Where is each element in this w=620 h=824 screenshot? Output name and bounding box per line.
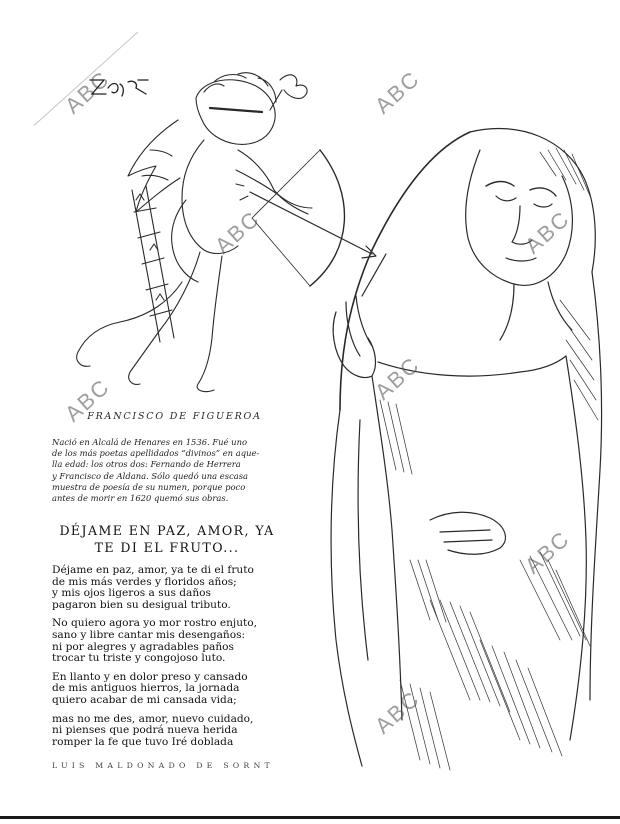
poem-line: sano y libre cantar mis desengaños: <box>52 628 246 641</box>
poem-stanza <box>52 672 282 707</box>
poem-title: DÉJAME EN PAZ, AMOR, YA TE DI EL FRUTO... <box>59 523 275 555</box>
poem-line: ni pienses que podrá nueva herida <box>52 724 238 737</box>
poem-line: romper la fe que tuvo Iré doblada <box>52 735 234 748</box>
poem-line: En llanto y en dolor preso y cansado <box>52 670 248 683</box>
poem-line: ni por alegres y agradables paños <box>52 640 234 653</box>
bio-line: Nació en Alcalá de Henares en 1536. Fué uno <box>52 437 248 447</box>
bottom-rule <box>0 816 620 819</box>
watermark-abc: ABC <box>60 373 115 427</box>
watermark-abc: ABC <box>370 351 425 405</box>
watermark-abc: ABC <box>370 685 425 739</box>
watermark-abc: ABC <box>370 65 425 119</box>
poem-line: y mis ojos ligeros a sus daños <box>52 587 211 600</box>
bio-line: y Francisco de Aldana. Sólo quedó una escasa <box>52 470 249 481</box>
poem-author: LUIS MALDONADO DE SORNT <box>52 761 274 770</box>
poem-stanza <box>52 618 282 664</box>
poem-line: pagaron bien su desigual tributo. <box>52 598 231 611</box>
veil-shading <box>380 148 598 770</box>
poem-line: No quiero agora yo mor rostro enjuto, <box>52 617 258 630</box>
poem-line: Déjame en paz, amor, ya te di el fruto <box>52 564 254 576</box>
watermark-abc: ABC <box>60 65 115 119</box>
bio-line: de los más poetas apellidados “divinos” en aque- <box>52 448 260 459</box>
poem-body <box>52 565 282 755</box>
poem-stanza <box>52 565 282 611</box>
poem-stanza <box>52 714 282 749</box>
caption-bio <box>52 437 267 504</box>
poem-line: de mis antiguos hierros, la jornada <box>52 682 240 695</box>
poem-line: de mis más verdes y floridos años; <box>52 575 237 588</box>
watermark-abc: ABC <box>520 525 575 579</box>
poem-line: trocar tu triste y congojoso luto. <box>52 652 226 665</box>
artist-signature <box>88 74 152 100</box>
bio-line: lla edad: los otros dos: Fernando de Herrera <box>52 459 241 470</box>
bio-line: muestra de poesía de su numen, porque poco <box>52 481 246 492</box>
watermark-abc: ABC <box>520 205 575 259</box>
watermark-abc: ABC <box>210 205 265 259</box>
bio-line: antes de morir en 1620 quemó sus obras. <box>52 493 229 504</box>
poem-line: quiero acabar de mi cansada vida; <box>52 693 237 706</box>
caption-title: FRANCISCO DE FIGUEROA <box>87 411 262 422</box>
poem-line: mas no me des, amor, nuevo cuidado, <box>52 712 254 725</box>
